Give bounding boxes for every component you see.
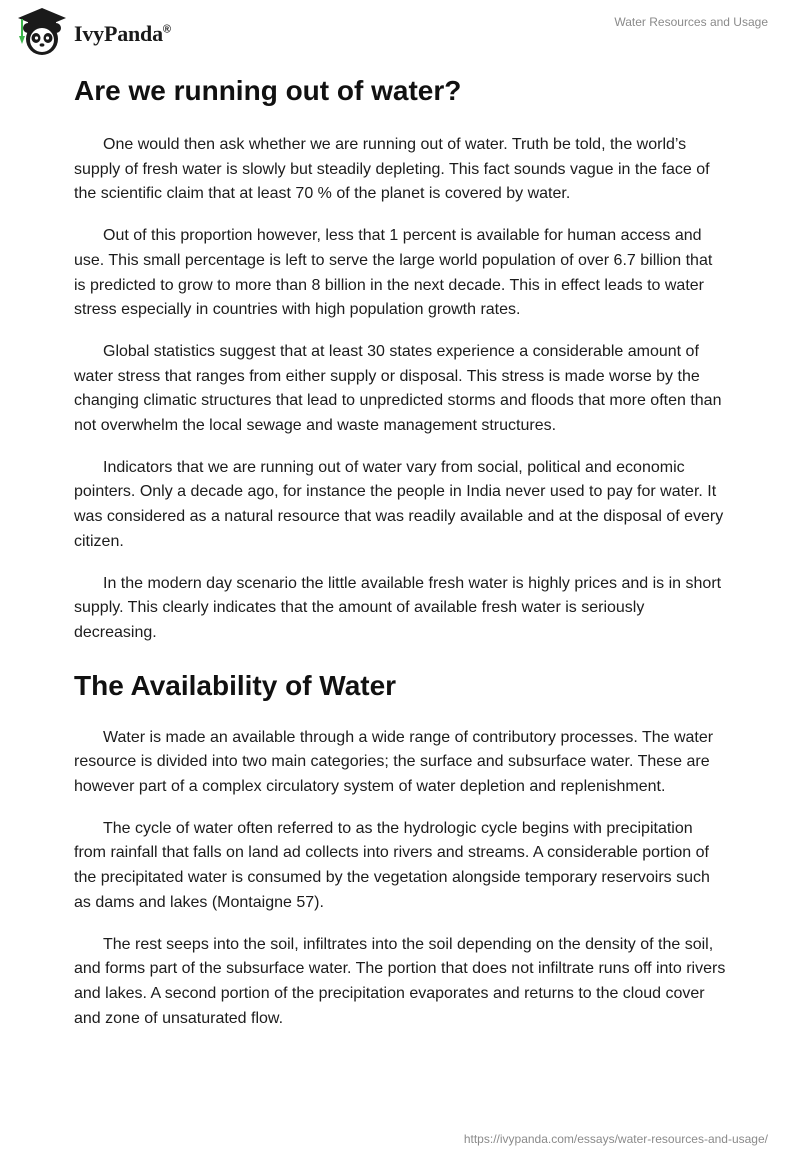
panda-logo-icon [14, 6, 70, 58]
page-header [0, 0, 800, 64]
section-heading: Are we running out of water? [74, 75, 462, 106]
brand-name: IvyPanda® [74, 21, 171, 46]
essay-body [74, 74, 726, 1048]
paragraph: The rest seeps into the soil, infiltrates into the soil depending on the density of the soil, and forms part of the subsurface water. The portion that does not infiltrate runs off into rivers and lakes. A second portion of the precipitation evaporates and returns to the cloud cover and zone of unsaturated flow. [74, 935, 726, 1027]
source-url[interactable]: https://ivypanda.com/essays/water-resources-and-usage/ [463, 1132, 768, 1146]
paragraph: One would then ask whether we are running out of water. Truth be told, the world’s supply of fresh water is slowly but steadily depleting. This fact sounds vague in the face of the scientific claim that at least 70 % of the planet is covered by water. [74, 136, 710, 203]
paragraph: Out of this proportion however, less that 1 percent is available for human access and use. This small percentage is left to serve the large world population of over 6.7 billion that is predicted to grow to more than 8 billion in the next decade. This in effect leads to water stress especially in countries with high population growth rates. [74, 227, 713, 319]
document-title: Water Resources and Usage [614, 15, 768, 29]
paragraph: In the modern day scenario the little available fresh water is highly prices and is in short supply. This clearly indicates that the amount of available fresh water is seriously decreasing. [74, 574, 722, 641]
paragraph: Global statistics suggest that at least 30 states experience a considerable amount of water stress that ranges from either supply or disposal. This stress is made worse by the changing climatic structures that lead to unpredicted storms and floods that more often than not overwhelm the local sewage and waste management structures. [74, 342, 722, 435]
paragraph: The cycle of water often referred to as the hydrologic cycle begins with precipitation from rainfall that falls on land ad collects into rivers and streams. A considerable portion of the precipitated water is consumed by the vegetation alongside temporary reservoirs such as dams and lakes (Montaigne 57). [74, 819, 710, 911]
registered-mark: ® [162, 23, 171, 36]
paragraph: Water is made an available through a wide range of contributory processes. The water resource is divided into two main categories; the surface and subsurface water. These are however part of a complex circulatory system of water depletion and replenishment. [74, 728, 714, 796]
paragraph: Indicators that we are running out of water vary from social, political and economic pointers. Only a decade ago, for instance the people in India never used to pay for water. It was considered as a natural resource that was readily available and at the disposal of every citizen. [74, 458, 724, 550]
section-heading: The Availability of Water [74, 669, 397, 701]
brand-logo[interactable] [14, 6, 171, 58]
